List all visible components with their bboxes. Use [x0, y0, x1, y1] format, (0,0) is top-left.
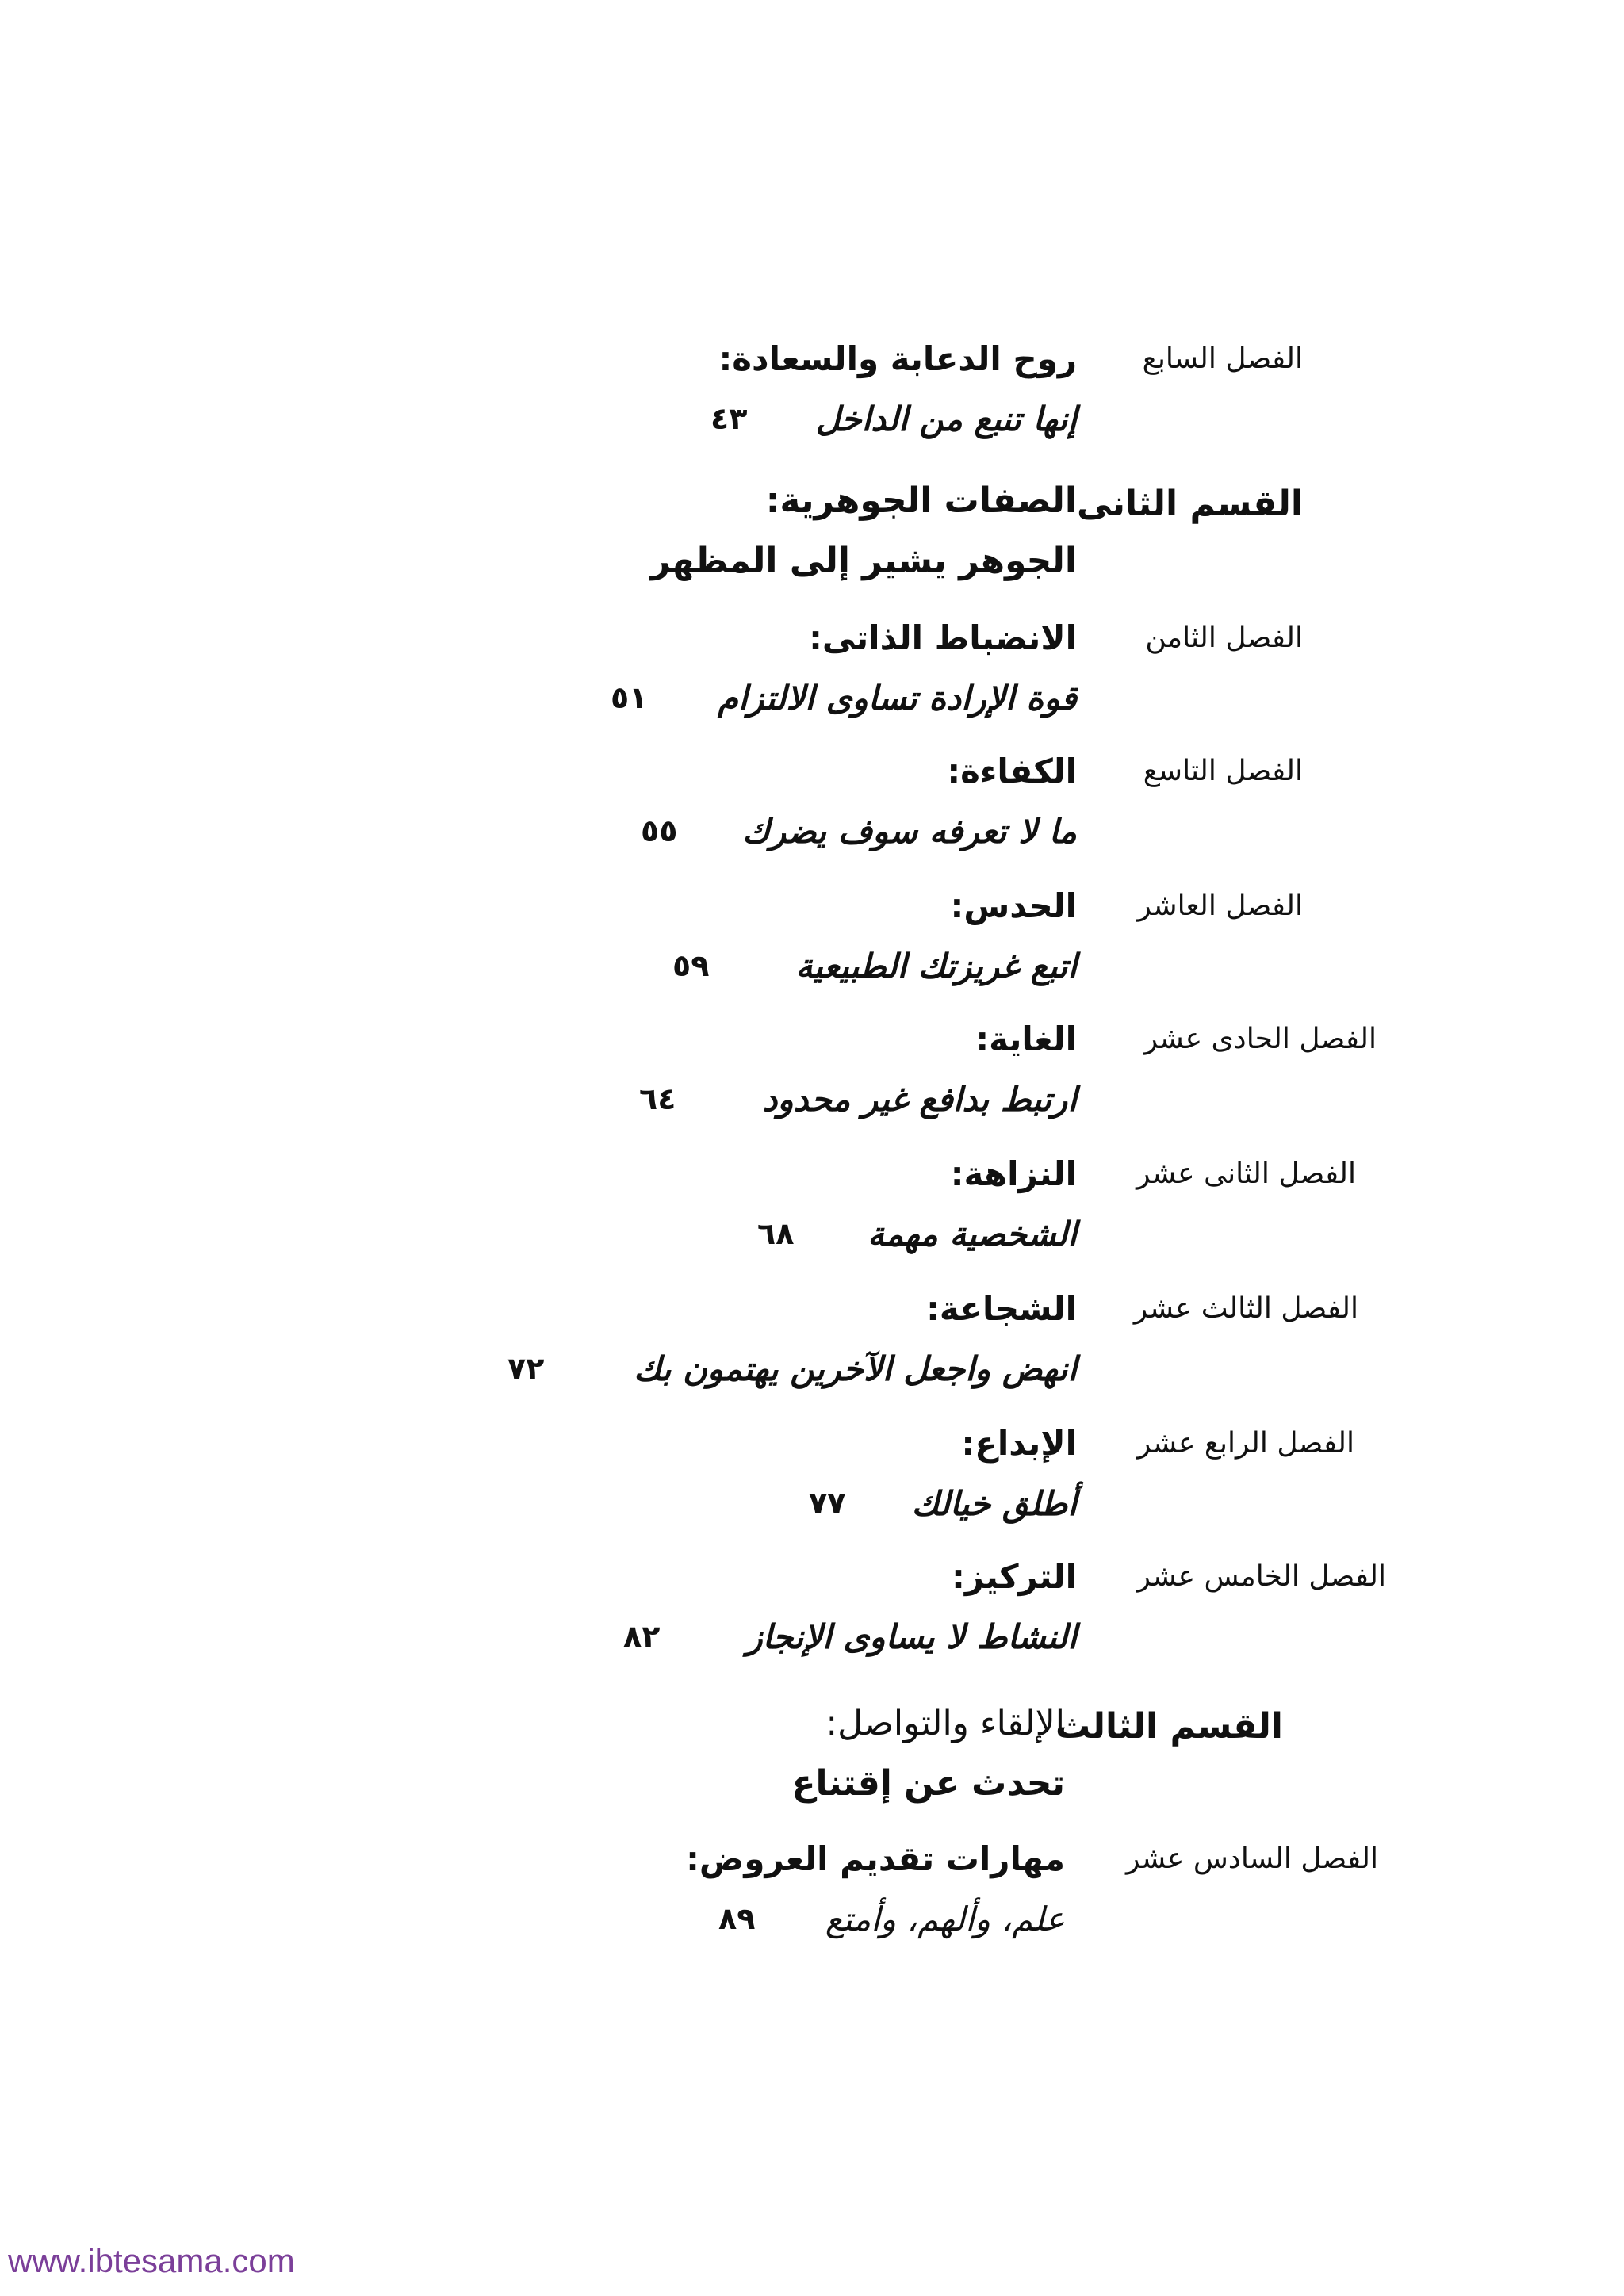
chapter-label: الفصل العاشر [1137, 890, 1303, 922]
page-number: ٧٧ [809, 1486, 846, 1521]
toc-entry-chapter-9 [0, 752, 1624, 890]
chapter-title: الحدس: [950, 886, 1077, 925]
chapter-subtitle: قوة الإرادة تساوى الالتزام [718, 679, 1077, 718]
page-number: ٦٤ [639, 1081, 676, 1116]
chapter-title: مهارات تقديم العروض: [686, 1839, 1065, 1878]
part-label: القسم الثالث [1055, 1706, 1283, 1747]
chapter-subtitle: ارتبط بدافع غير محدود [762, 1080, 1077, 1119]
chapter-subtitle: اتبع غريزتك الطبيعية [795, 947, 1077, 985]
page-number: ٨٢ [623, 1619, 661, 1654]
chapter-subtitle: الشخصية مهمة [868, 1215, 1077, 1253]
chapter-label: الفصل السادس عشر [1125, 1843, 1378, 1875]
chapter-title: الغاية: [975, 1020, 1077, 1058]
chapter-title: الانضباط الذاتى: [809, 618, 1077, 657]
chapter-subtitle: أطلق خيالك [911, 1484, 1077, 1523]
page-number: ٥١ [611, 680, 648, 715]
chapter-title: الإبداع: [961, 1424, 1077, 1463]
toc-entry-chapter-8 [0, 618, 1624, 756]
chapter-subtitle: ما لا تعرفه سوف يضرك [742, 812, 1077, 851]
chapter-label: الفصل الرابع عشر [1136, 1427, 1354, 1460]
toc-entry-chapter-7 [0, 339, 1624, 477]
chapter-title: التركيز: [952, 1557, 1077, 1596]
chapter-label: الفصل التاسع [1143, 755, 1303, 787]
toc-entry-chapter-12 [0, 1154, 1624, 1292]
chapter-label: الفصل الثالث عشر [1133, 1292, 1358, 1325]
toc-entry-chapter-16 [0, 1839, 1624, 1977]
chapter-subtitle: إنها تنبع من الداخل [815, 400, 1077, 438]
chapter-label: الفصل الحادى عشر [1143, 1023, 1377, 1055]
toc-entry-chapter-13 [0, 1289, 1624, 1427]
toc-entry-chapter-10 [0, 886, 1624, 1024]
page-number: ٨٩ [718, 1901, 756, 1936]
toc-entry-chapter-15 [0, 1557, 1624, 1695]
part-label: القسم الثانى [1077, 484, 1303, 524]
chapter-label: الفصل الثانى عشر [1136, 1158, 1356, 1190]
page-number: ٥٥ [641, 813, 678, 848]
part-subtitle: تحدث عن إقتناع [791, 1763, 1065, 1804]
chapter-label: الفصل السابع [1142, 342, 1303, 375]
chapter-label: الفصل الخامس عشر [1136, 1560, 1386, 1593]
chapter-title: النزاهة: [950, 1154, 1077, 1193]
chapter-subtitle: النشاط لا يساوى الإنجاز [746, 1617, 1077, 1656]
chapter-title: الشجاعة: [926, 1289, 1077, 1328]
page-number: ٧٢ [508, 1351, 545, 1386]
part-title: الإلقاء والتواصل: [825, 1703, 1065, 1743]
chapter-subtitle: علم، وألهم، وأمتع [825, 1900, 1065, 1938]
toc-entry-chapter-11 [0, 1020, 1624, 1158]
page-number: ٥٩ [672, 948, 710, 983]
toc-entry-chapter-14 [0, 1424, 1624, 1562]
page-number: ٦٨ [757, 1216, 795, 1251]
site-watermark: www.ibtesama.com [8, 2242, 295, 2279]
chapter-label: الفصل الثامن [1145, 622, 1303, 654]
chapter-subtitle: انهض واجعل الآخرين يهتمون بك [634, 1349, 1077, 1388]
part-subtitle: الجوهر يشير إلى المظهر [650, 541, 1077, 581]
part-title: الصفات الجوهرية: [765, 480, 1077, 521]
toc-entry-part-3 [0, 1703, 1624, 1849]
toc-entry-part-2 [0, 480, 1624, 626]
chapter-title: الكفاءة: [947, 752, 1077, 790]
page-number: ٤٣ [710, 401, 748, 436]
chapter-title: روح الدعابة والسعادة: [718, 339, 1077, 378]
